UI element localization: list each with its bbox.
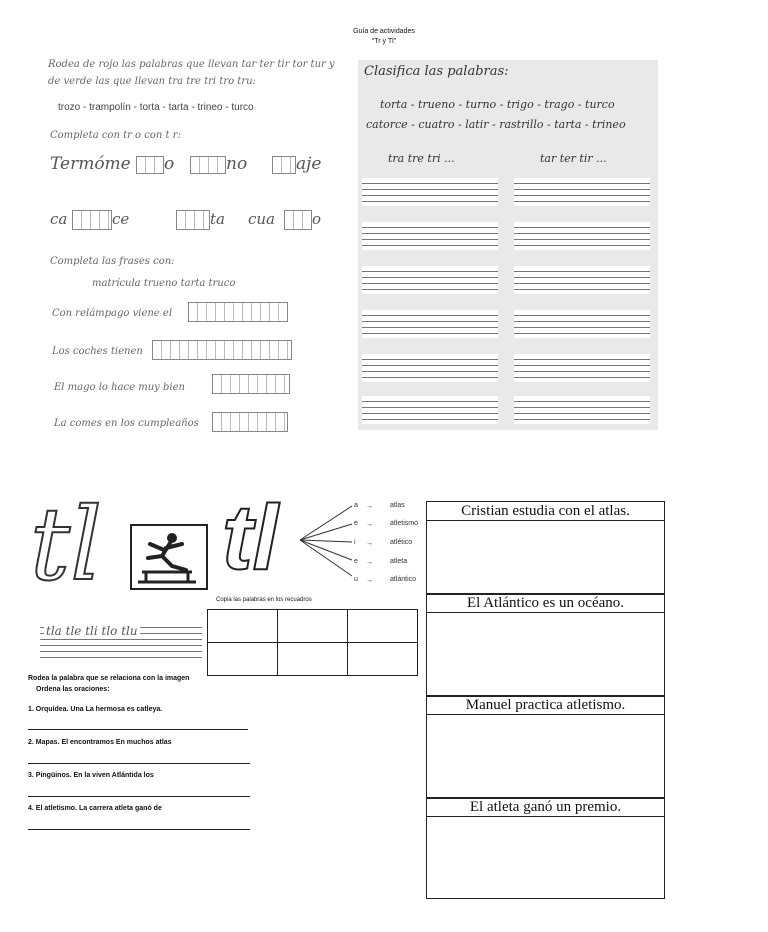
writing-lines[interactable] — [362, 178, 498, 206]
phrase-4: La comes en los cumpleaños — [54, 418, 199, 429]
order-item-3: 3. Pingüinos. En la viven Atlántida los — [28, 772, 154, 779]
page-title: Guía de actividades — [353, 28, 415, 35]
copy-cell[interactable] — [348, 643, 418, 676]
phrase-3: El mago lo hace muy bien — [54, 382, 185, 393]
instruction-completa: Completa con tr o con t r: — [50, 130, 181, 141]
word-fill-4: ca — [50, 210, 68, 228]
arrow-icon: → — [366, 540, 373, 547]
big-tl-block-letters: tl — [222, 487, 279, 589]
answer-line[interactable] — [28, 796, 250, 797]
writing-lines[interactable] — [362, 222, 498, 250]
word-fill-3: aje — [296, 154, 322, 174]
writing-lines[interactable] — [514, 310, 650, 338]
copy-label: Copia las palabras en los recuadros — [216, 597, 312, 603]
sentence-text: Cristian estudia con el atlas. — [427, 502, 664, 521]
runner-image — [130, 524, 208, 590]
answer-line[interactable] — [28, 729, 248, 730]
writing-lines[interactable] — [514, 266, 650, 294]
worksheet-right-panel — [358, 60, 658, 430]
sentence-box[interactable] — [426, 501, 665, 595]
instruction-rodea: Rodea de rojo las palabras que llevan tar ter tir tor tur y de verde las que llevan tra tre tri tro tru: — [48, 59, 335, 87]
writing-lines[interactable] — [514, 354, 650, 382]
vowel-u: u — [354, 576, 358, 583]
order-item-4: 4. El atletismo. La carrera atleta ganó de — [28, 805, 162, 812]
vowel-a: a — [354, 502, 358, 509]
fill-box[interactable] — [176, 210, 210, 230]
order-item-1: 1. Orquídea. Una La hermosa es catleya. — [28, 706, 163, 713]
fill-box[interactable] — [272, 156, 296, 174]
copy-cell[interactable] — [278, 610, 348, 643]
answer-line[interactable] — [28, 829, 250, 830]
sentence-text: El Atlántico es un océano. — [427, 594, 664, 613]
arrow-icon: → — [366, 503, 373, 510]
word-atleta: atleta — [390, 558, 408, 565]
phrase-2: Los coches tienen — [52, 346, 143, 357]
fill-box[interactable] — [152, 340, 292, 360]
writing-lines[interactable] — [514, 396, 650, 424]
big-tl-script-letters: tl — [30, 486, 103, 603]
fill-box[interactable] — [72, 210, 112, 230]
fill-box[interactable] — [136, 156, 164, 174]
writing-lines[interactable] — [362, 266, 498, 294]
fill-box[interactable] — [188, 302, 288, 322]
fill-box[interactable] — [212, 412, 288, 432]
fill-box[interactable] — [212, 374, 290, 394]
copy-cell[interactable] — [278, 643, 348, 676]
writing-lines[interactable] — [514, 178, 650, 206]
writing-lines[interactable] — [362, 354, 498, 382]
fill-box[interactable] — [284, 210, 312, 230]
page-subtitle: “Tr y Tl” — [371, 38, 397, 45]
copy-cell[interactable] — [348, 610, 418, 643]
word-fill-5: ta — [210, 210, 225, 228]
fill-box[interactable] — [190, 156, 226, 174]
phrase-1: Con relámpago viene el — [52, 308, 173, 319]
classify-words-1: torta - trueno - turno - trigo - trago - turco — [380, 98, 615, 111]
word-fill-6b: o — [312, 210, 322, 228]
arrow-icon: → — [366, 559, 373, 566]
sentence-box[interactable] — [426, 797, 665, 899]
order-item-2: 2. Mapas. El encontramos En muchos atlas — [28, 739, 172, 746]
copy-cell[interactable] — [208, 643, 278, 676]
vowel-o: e — [354, 558, 358, 565]
writing-lines[interactable] — [514, 222, 650, 250]
worksheet-left-panel — [40, 50, 340, 435]
syllables-text: tla tle tli tlo tlu — [46, 624, 138, 638]
word-options: matrícula trueno tarta truco — [92, 278, 236, 289]
sentence-box[interactable] — [426, 593, 665, 697]
copy-grid — [207, 609, 418, 676]
vowel-e: e — [354, 520, 358, 527]
arrow-icon: → — [366, 577, 373, 584]
instruction-ordena: Ordena las oraciones: — [36, 686, 110, 693]
copy-cell[interactable] — [208, 610, 278, 643]
classify-title: Clasifica las palabras: — [364, 64, 509, 79]
writing-lines[interactable] — [362, 310, 498, 338]
word-fill-2: no — [226, 154, 248, 174]
word-fill-1: Termóme — [50, 154, 131, 174]
word-list: trozo - trampolín - torta - tarta - trineo - turco — [58, 102, 254, 113]
column-header-tra: tra tre tri ... — [388, 152, 455, 165]
column-header-tar: tar ter tir ... — [540, 152, 607, 165]
word-fill-4b: ce — [112, 210, 130, 228]
word-atlas: atlas — [390, 502, 405, 509]
classify-words-2: catorce - cuatro - latir - rastrillo - tarta - trineo — [366, 118, 626, 131]
connector-lines — [296, 500, 356, 580]
word-fill-6: cua — [248, 210, 276, 228]
arrow-icon: → — [366, 521, 373, 528]
word-atletismo: atletismo — [390, 520, 419, 527]
writing-lines[interactable] — [362, 396, 498, 424]
word-fill-1b: o — [164, 154, 175, 174]
sentence-text: Manuel practica atletismo. — [427, 696, 664, 715]
sentence-box[interactable] — [426, 695, 665, 799]
answer-line[interactable] — [28, 763, 250, 764]
instruction-frases: Completa las frases con: — [50, 256, 175, 267]
word-atlantico: atlántico — [390, 576, 417, 583]
sentence-text: El atleta ganó un premio. — [427, 798, 664, 817]
word-atletico: atlético — [390, 539, 413, 546]
vowel-i: i — [354, 539, 356, 546]
instruction-rodea-imagen: Rodea la palabra que se relaciona con la imagen — [28, 675, 190, 682]
